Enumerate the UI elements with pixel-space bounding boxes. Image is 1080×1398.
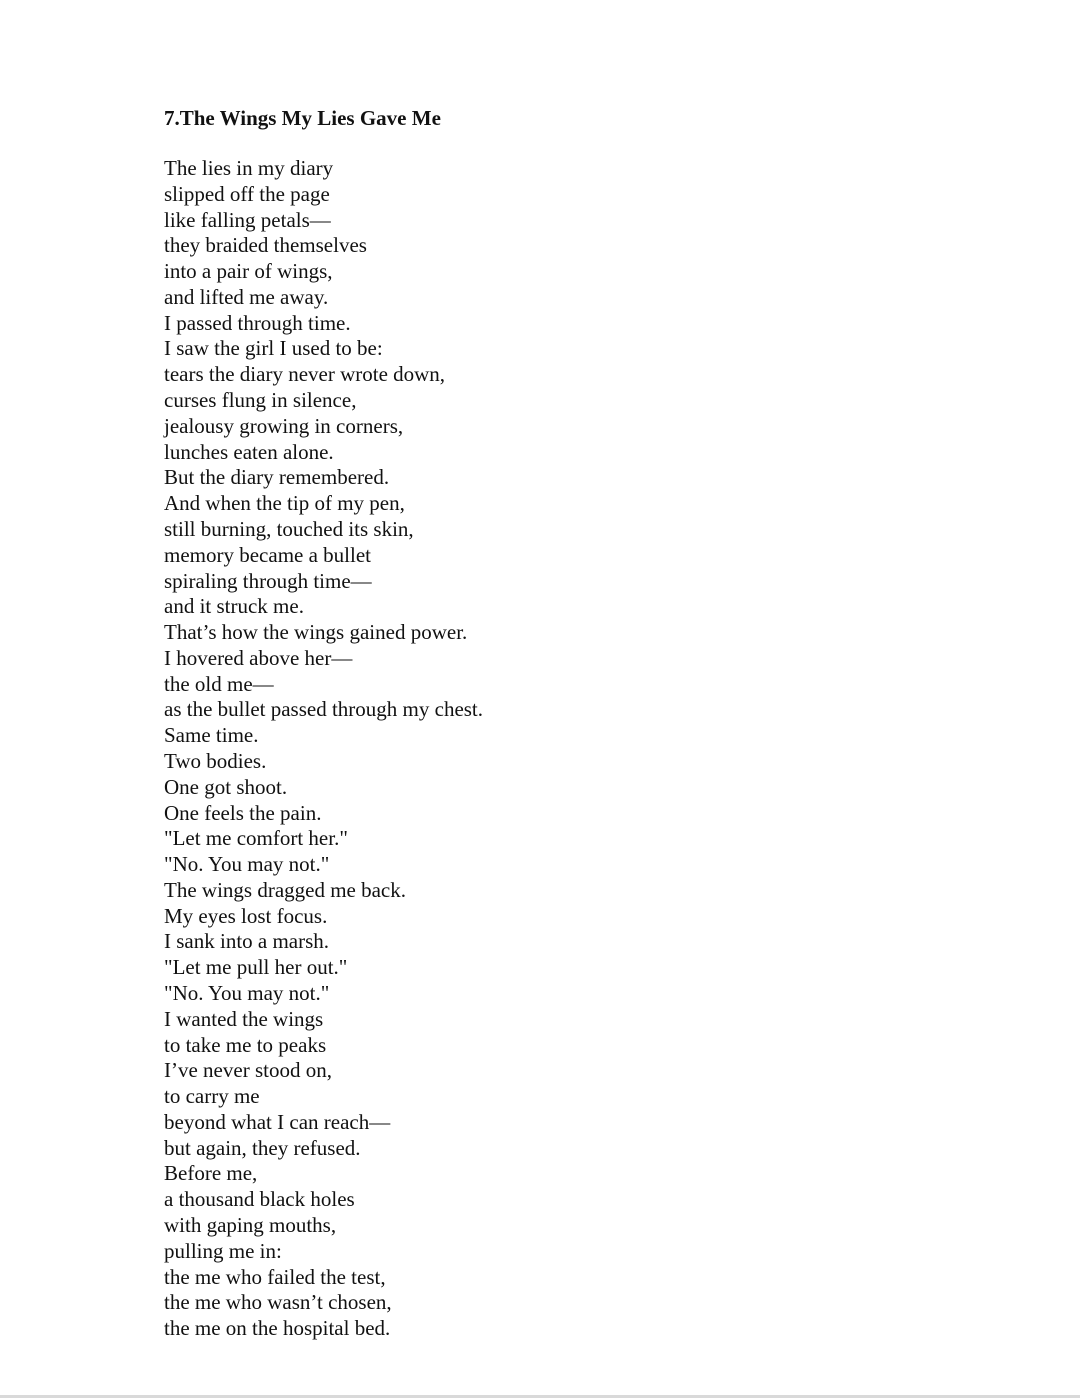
poem-line: The wings dragged me back. bbox=[164, 877, 407, 902]
poem-line: That’s how the wings gained power. bbox=[164, 620, 468, 645]
poem-line: My eyes lost focus. bbox=[164, 903, 328, 928]
poem-line: spiraling through time— bbox=[164, 568, 372, 593]
poem-line: they braided themselves bbox=[164, 233, 367, 258]
poem-body bbox=[164, 156, 483, 1342]
poem-title: 7.The Wings My Lies Gave Me bbox=[164, 106, 441, 130]
poem-line: One feels the pain. bbox=[164, 800, 322, 825]
poem-line: into a pair of wings, bbox=[164, 259, 333, 284]
poem-line: I’ve never stood on, bbox=[164, 1058, 332, 1083]
poem-line: beyond what I can reach— bbox=[164, 1109, 391, 1134]
poem-line: pulling me in: bbox=[164, 1238, 282, 1263]
poem-line: "No. You may not." bbox=[164, 981, 330, 1005]
poem-line: memory became a bullet bbox=[164, 542, 371, 567]
poem-line: the me who failed the test, bbox=[164, 1264, 386, 1289]
poem-line: to take me to peaks bbox=[164, 1032, 327, 1057]
poem-line: tears the diary never wrote down, bbox=[164, 362, 446, 387]
poem-line: as the bullet passed through my chest. bbox=[164, 697, 484, 722]
poem-line: with gaping mouths, bbox=[164, 1213, 337, 1238]
poem-line: And when the tip of my pen, bbox=[164, 491, 405, 516]
poem-line: The lies in my diary bbox=[164, 156, 334, 180]
poem-line: the me who wasn’t chosen, bbox=[164, 1290, 392, 1315]
poem-line: I hovered above her— bbox=[164, 645, 353, 670]
poem-line: Before me, bbox=[164, 1161, 258, 1186]
poem-line: "Let me comfort her." bbox=[164, 826, 348, 851]
poem-line: I sank into a marsh. bbox=[164, 929, 330, 954]
poem-line: to carry me bbox=[164, 1084, 260, 1109]
poem-line: But the diary remembered. bbox=[164, 465, 390, 490]
poem-line: Same time. bbox=[164, 723, 259, 748]
poem-line: still burning, touched its skin, bbox=[164, 516, 414, 541]
poem-line: like falling petals— bbox=[164, 207, 331, 232]
poem-line: the old me— bbox=[164, 671, 274, 696]
poem-line: One got shoot. bbox=[164, 774, 288, 799]
poem-line: but again, they refused. bbox=[164, 1135, 361, 1160]
poem-line: the me on the hospital bed. bbox=[164, 1316, 391, 1341]
poem-line: "No. You may not." bbox=[164, 852, 330, 877]
poem-line: and lifted me away. bbox=[164, 284, 329, 309]
poem-line: I passed through time. bbox=[164, 310, 351, 335]
poem-line: curses flung in silence, bbox=[164, 388, 357, 413]
poem-line: slipped off the page bbox=[164, 181, 330, 206]
poem-line: lunches eaten alone. bbox=[164, 439, 334, 464]
poem-line: Two bodies. bbox=[164, 748, 267, 773]
poem-line: a thousand black holes bbox=[164, 1187, 355, 1212]
poem-line: I wanted the wings bbox=[164, 1006, 324, 1031]
poem-line: jealousy growing in corners, bbox=[164, 413, 404, 438]
poem-line: "Let me pull her out." bbox=[164, 955, 348, 980]
poem-line: and it struck me. bbox=[164, 594, 304, 619]
poem-line: I saw the girl I used to be: bbox=[164, 336, 383, 361]
